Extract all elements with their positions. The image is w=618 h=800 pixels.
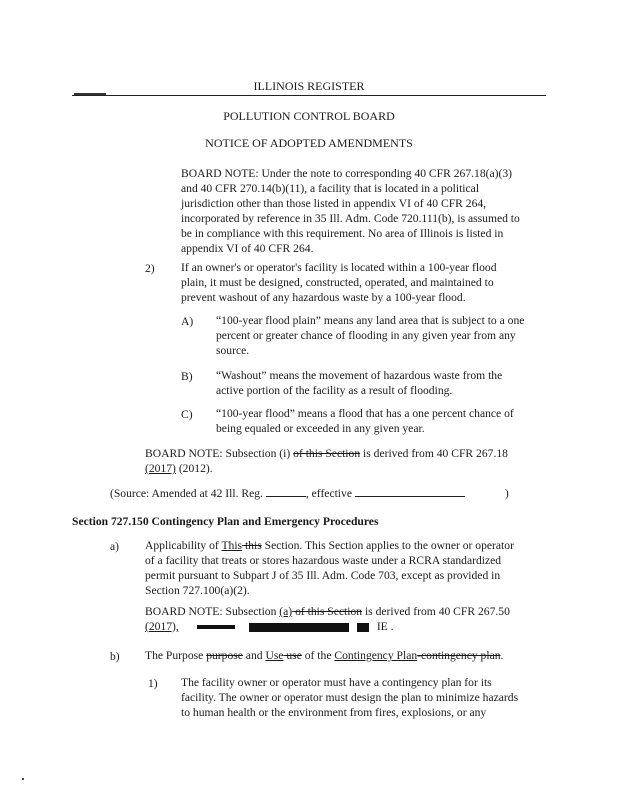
text-run: of the: [301, 649, 335, 662]
agency-title: POLLUTION CONTROL BOARD: [223, 109, 395, 123]
item-a-label: a): [110, 540, 120, 553]
item-2c-line: “100-year flood” means a flood that has a one percent chance of: [216, 407, 514, 420]
deleted-text: this: [242, 539, 262, 552]
inserted-text: (2017),: [145, 620, 179, 633]
item-b1-text: [181, 675, 518, 720]
deleted-text: of this Section: [292, 605, 363, 618]
item-2a-line: percent or greater chance of flooding in any given year from any: [216, 329, 516, 342]
board-note-2-line-2: [145, 461, 508, 476]
text-run: is derived from 40 CFR 267.50: [362, 605, 510, 618]
item-a-line: of a facility that treats or stores hazardous waste under a RCRA standardized: [145, 554, 502, 567]
text-run: The Purpose: [145, 649, 207, 662]
item-b1-line: facility. The owner or operator must design the plan to minimize hazards: [181, 691, 519, 704]
source-close: ): [504, 487, 509, 500]
item-a-line: permit pursuant to Subpart J of 35 Ill. Adm. Code 703, except as provided in: [145, 569, 501, 582]
board-note-1-line: and 40 CFR 270.14(b)(11), a facility that is located in a political: [181, 182, 480, 195]
item-2-line: prevent washout of any hazardous waste by a 100-year flood.: [181, 291, 466, 304]
board-note-3: [145, 604, 510, 634]
item-2b-line: “Washout” means the movement of hazardous waste from the: [216, 369, 503, 382]
text-run: is derived from 40 CFR 267.18: [360, 447, 508, 460]
board-note-1-line: be in compliance with this requirement. No area of Illinois is listed in: [181, 227, 504, 240]
text-run: BOARD NOTE: Subsection (i): [145, 447, 294, 460]
source-effective: , effective: [305, 487, 355, 500]
board-note-1-line: appendix VI of 40 CFR 264.: [181, 242, 314, 255]
board-note-1-line: incorporated by reference in 35 Ill. Adm. Code 720.111(b), is assumed to: [181, 212, 520, 225]
item-2-line: If an owner's or operator's facility is located within a 100-year flood: [181, 261, 497, 274]
text-run: BOARD NOTE: Subsection: [145, 605, 280, 618]
item-2b-label: B): [181, 370, 193, 383]
deleted-text: -contingency plan: [417, 649, 501, 662]
item-b1-line: The facility owner or operator must have a contingency plan for its: [181, 676, 492, 689]
reg-number-blank: [266, 487, 306, 497]
text-run: IE .: [376, 620, 394, 633]
source-line: [110, 487, 509, 500]
text-run: .: [500, 649, 504, 662]
deleted-text: of this Section: [293, 447, 361, 460]
board-note-2-line-1: [145, 446, 508, 461]
item-2a-text: [216, 313, 524, 358]
inserted-text: Use: [265, 649, 284, 662]
inserted-text: This: [221, 539, 243, 552]
notice-title: NOTICE OF ADOPTED AMENDMENTS: [205, 136, 413, 150]
board-note-2: [145, 446, 508, 476]
inserted-text: (a): [279, 605, 293, 618]
text-run: and: [242, 649, 266, 662]
item-2-label: 2): [145, 262, 155, 275]
scan-speck: [22, 778, 24, 780]
text-run: (2012).: [175, 462, 213, 475]
board-note-1: [181, 166, 520, 256]
deleted-text: purpose: [206, 649, 243, 662]
text-run: Section. This Section applies to the owner or operator: [261, 539, 514, 552]
item-a-text: [145, 538, 514, 598]
header-rule: [72, 95, 546, 96]
item-2a-label: A): [181, 315, 194, 328]
redaction-bar: [249, 623, 349, 632]
redaction-bar: [197, 625, 235, 629]
item-b-text: [145, 648, 503, 663]
source-prefix: (Source: Amended at 42 Ill. Reg.: [110, 487, 266, 500]
item-2c-text: [216, 406, 514, 436]
board-note-3-line-1: [145, 604, 510, 619]
deleted-text: use: [283, 649, 302, 662]
item-2c-label: C): [181, 408, 193, 421]
text-run: Applicability of: [145, 539, 222, 552]
item-b1-label: 1): [148, 677, 158, 690]
item-2-line: plain, it must be designed, constructed, operated, and maintained to: [181, 276, 494, 289]
item-2-text: [181, 260, 497, 305]
item-2c-line: being equaled or exceeded in any given year.: [216, 422, 425, 435]
item-b-label: b): [110, 650, 120, 663]
board-note-1-line: jurisdiction other than those listed in appendix VI of 40 CFR 264,: [181, 197, 487, 210]
register-title: ILLINOIS REGISTER: [253, 79, 365, 93]
redaction-bar: [357, 623, 369, 632]
board-note-1-line: BOARD NOTE: Under the note to corresponding 40 CFR 267.18(a)(3): [181, 167, 513, 180]
item-2a-line: source.: [216, 344, 250, 357]
inserted-text: Contingency Plan: [334, 649, 418, 662]
item-a-line-1: [145, 538, 514, 553]
board-note-3-line-2: [145, 619, 510, 634]
item-b1-line: to human health or the environment from fires, explosions, or any: [181, 706, 487, 719]
section-heading: Section 727.150 Contingency Plan and Emergency Procedures: [72, 515, 379, 528]
item-a-line: Section 727.100(a)(2).: [145, 584, 250, 597]
effective-date-blank: [355, 487, 465, 497]
item-2a-line: “100-year flood plain” means any land area that is subject to a one: [216, 314, 525, 327]
inserted-text: (2017): [145, 462, 176, 475]
item-2b-text: [216, 368, 502, 398]
item-2b-line: active portion of the facility as a result of flooding.: [216, 384, 453, 397]
